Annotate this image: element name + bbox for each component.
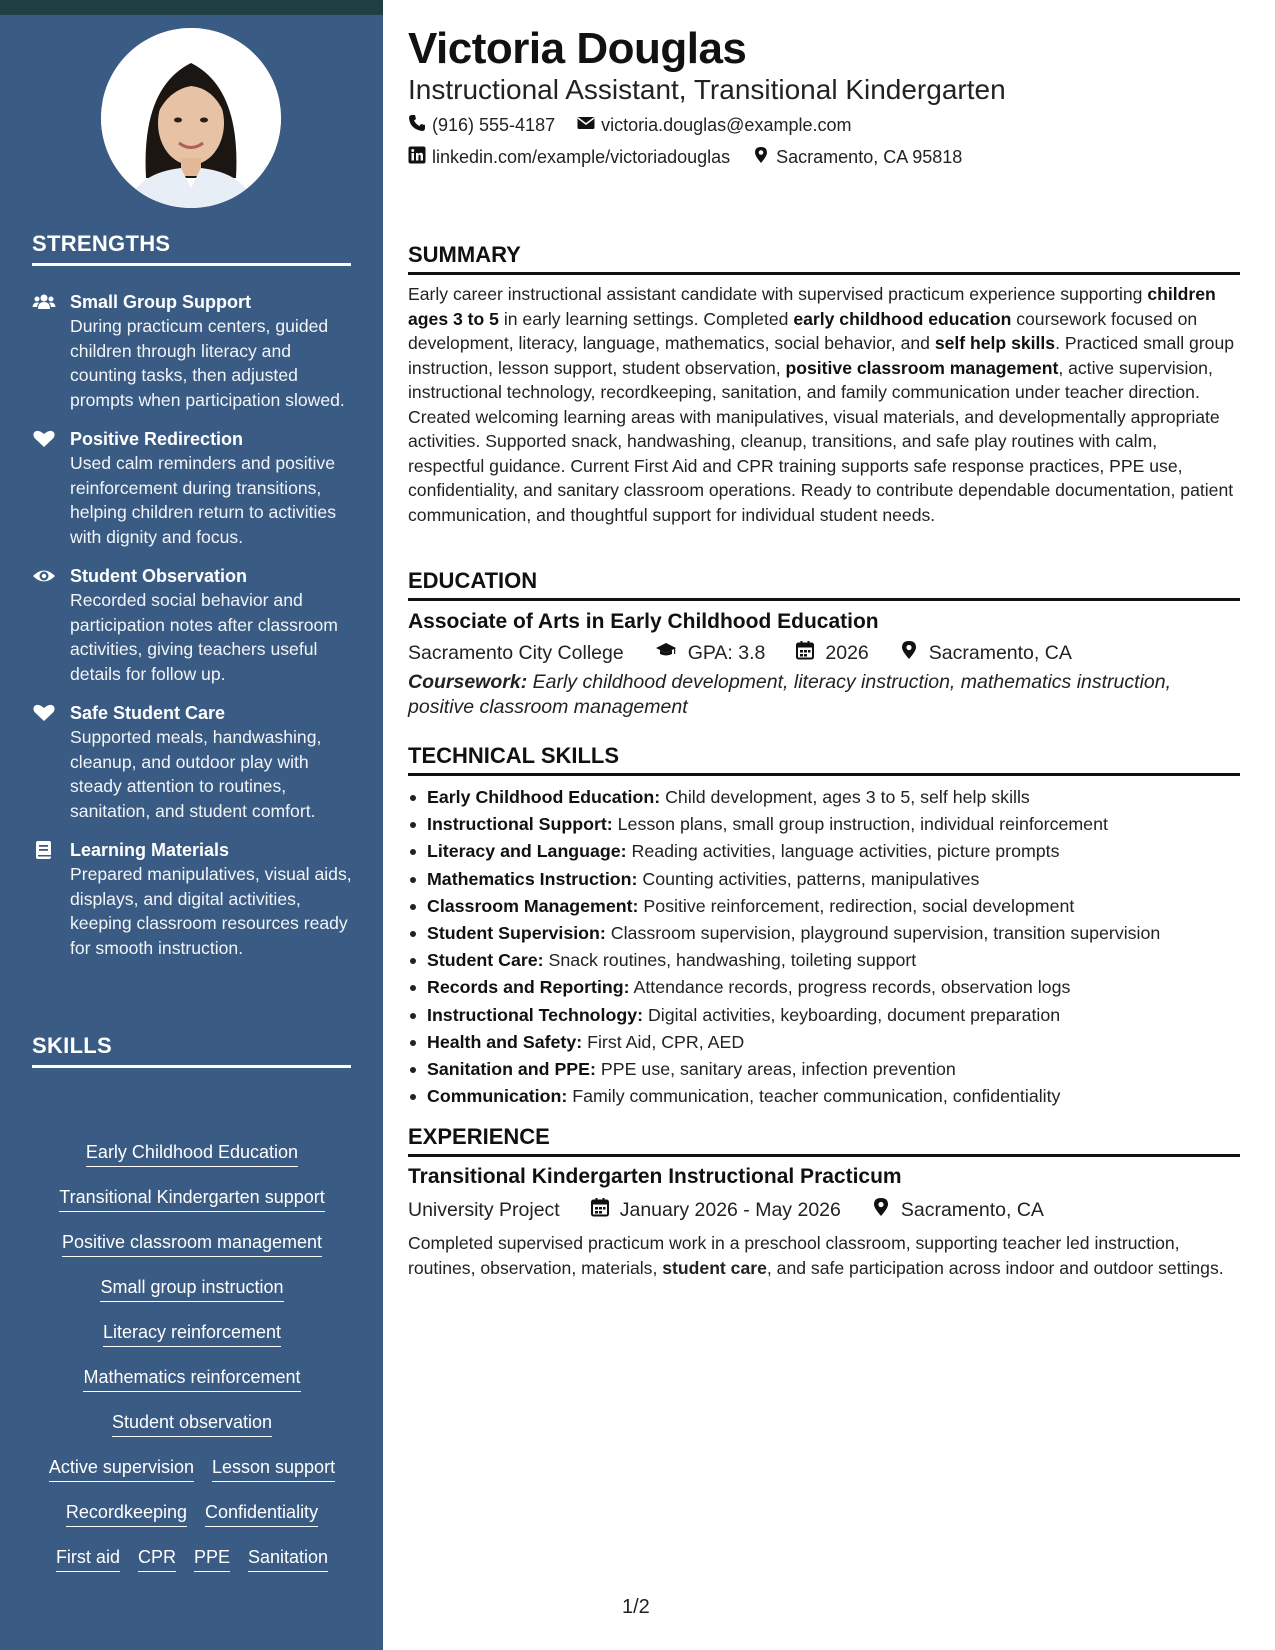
skills-row	[32, 1501, 352, 1546]
experience-description	[408, 1231, 1238, 1280]
skill-chip: CPR	[138, 1546, 176, 1572]
technical-skill-value: Positive reinforcement, redirection, social development	[643, 895, 1075, 916]
technical-skill-item	[408, 1002, 1238, 1029]
skill-chip: Mathematics reinforcement	[83, 1366, 300, 1392]
technical-skill-label: Instructional Support:	[427, 814, 613, 835]
experience-location: Sacramento, CA	[900, 1198, 1044, 1221]
technical-skill-label: Health and Safety:	[427, 1031, 583, 1052]
users-icon	[32, 292, 56, 312]
skills-row	[32, 1231, 352, 1276]
skills-row	[32, 1546, 352, 1591]
school-name: Sacramento City College	[408, 641, 624, 664]
technical-skill-value: Child development, ages 3 to 5, self help skills	[665, 787, 1030, 807]
technical-skill-label: Student Care:	[427, 950, 544, 971]
strength-desc: Prepared manipulatives, visual aids, displays, and digital activities, keeping classroom resources ready for smooth instruction.	[70, 864, 352, 958]
linkedin-link[interactable]: linkedin.com/example/victoriadouglas	[432, 147, 731, 167]
technical-skill-item	[408, 838, 1238, 865]
body-text: Early career instructional assistant candidate with supervised practicum experience supporting	[408, 284, 1148, 304]
strengths-list	[32, 290, 352, 975]
map-pin-icon	[752, 146, 770, 169]
email-link[interactable]: victoria.douglas@example.com	[601, 115, 852, 135]
strength-title: Positive Redirection	[70, 429, 244, 449]
skill-chip: PPE	[194, 1546, 230, 1572]
calendar-icon	[795, 640, 815, 666]
body-text: coursework focused on development, literacy, language, mathematics, social behavior, and	[408, 308, 1198, 353]
skill-chip: Confidentiality	[205, 1501, 318, 1527]
profile-photo	[101, 28, 281, 208]
skills-row	[32, 1366, 352, 1411]
skill-chip: Recordkeeping	[66, 1501, 187, 1527]
technical-skill-value: First Aid, CPR, AED	[587, 1031, 745, 1052]
emphasis-text: early childhood education	[793, 308, 1012, 329]
skill-chip: Early Childhood Education	[86, 1141, 298, 1167]
technical-skill-label: Literacy and Language:	[427, 841, 627, 862]
strengths-heading: STRENGTHS	[32, 231, 351, 266]
eye-icon	[32, 566, 56, 586]
strength-desc: Used calm reminders and positive reinforcement during transitions, helping children return to activities with dignity and focus.	[70, 453, 337, 547]
strength-item	[32, 290, 352, 412]
experience-heading: EXPERIENCE	[408, 1124, 1240, 1157]
strength-item	[32, 427, 352, 549]
graduation-cap-icon	[654, 640, 678, 666]
technical-skill-item	[408, 866, 1238, 893]
skill-chip: Lesson support	[212, 1456, 335, 1482]
summary-heading: SUMMARY	[408, 242, 1240, 275]
technical-skill-value: Family communication, teacher communication, confidentiality	[572, 1086, 1061, 1107]
skill-chip: Transitional Kindergarten support	[59, 1186, 324, 1212]
book-icon	[32, 840, 56, 860]
coursework-text: Early childhood development, literacy instruction, mathematics instruction, positive classroom management	[408, 671, 1172, 718]
technical-skill-item	[408, 811, 1238, 838]
skills-row	[32, 1411, 352, 1456]
education-heading: EDUCATION	[408, 568, 1240, 601]
envelope-icon	[577, 114, 595, 137]
emphasis-text: student care	[662, 1257, 767, 1278]
skill-chip: Small group instruction	[100, 1276, 283, 1302]
technical-skill-value: Attendance records, progress records, observation logs	[633, 977, 1071, 998]
technical-skill-label: Sanitation and PPE:	[427, 1058, 596, 1079]
technical-skill-value: Classroom supervision, playground supervision, transition supervision	[610, 922, 1161, 943]
strength-desc: Recorded social behavior and participation notes after classroom activities, giving teachers useful details for follow up.	[70, 590, 338, 684]
technical-skill-item	[408, 974, 1238, 1001]
candidate-name: Victoria Douglas	[408, 24, 747, 73]
body-text: , active supervision, instructional technology, recordkeeping, sanitation, and family communication under teacher direction. Created welcoming learning areas with manipulatives, visual materials, and developmentally appropriate activities. Supported snack, handwashing, cleanup, transitions, and safe play routines with calm, respectful guidance. Current First Aid and CPR training supports safe response practices, PPE use, confidentiality, and sanitary classroom operations. Ready to contribute dependable documentation, patient communication, and thoughtful support for individual student needs.	[408, 357, 1234, 525]
strength-title: Small Group Support	[70, 292, 252, 312]
candidate-title: Instructional Assistant, Transitional Kindergarten	[408, 74, 1006, 105]
summary-text	[408, 282, 1238, 527]
experience-org: University Project	[408, 1198, 560, 1221]
technical-skill-value: PPE use, sanitary areas, infection prevention	[600, 1058, 956, 1079]
heart-icon	[32, 703, 56, 723]
skill-chip: Sanitation	[248, 1546, 328, 1572]
heart-icon	[32, 429, 56, 449]
strength-title: Student Observation	[70, 566, 248, 586]
strength-title: Safe Student Care	[70, 703, 226, 723]
skills-heading: SKILLS	[32, 1033, 351, 1068]
page-number: 1/2	[622, 1596, 650, 1618]
technical-skill-label: Early Childhood Education:	[427, 787, 661, 807]
map-pin-icon	[871, 1197, 891, 1223]
skills-row	[32, 1276, 352, 1321]
skill-chip: Active supervision	[49, 1456, 194, 1482]
strength-item	[32, 564, 352, 686]
technical-skill-value: Snack routines, handwashing, toileting support	[548, 950, 917, 971]
strength-item	[32, 838, 352, 960]
technical-skill-value: Lesson plans, small group instruction, individual reinforcement	[617, 814, 1108, 835]
technical-skill-value: Counting activities, patterns, manipulatives	[642, 868, 980, 889]
technical-skill-item	[408, 1083, 1238, 1110]
calendar-icon	[590, 1197, 610, 1223]
technical-skill-value: Digital activities, keyboarding, document preparation	[647, 1004, 1061, 1025]
technical-skill-item	[408, 893, 1238, 920]
emphasis-text: self help skills	[934, 333, 1056, 353]
technical-skill-label: Mathematics Instruction:	[427, 868, 638, 889]
skills-row	[32, 1186, 352, 1231]
sidebar-top-band	[0, 0, 383, 15]
body-text: , and safe participation across indoor and outdoor settings.	[766, 1257, 1224, 1278]
body-text: in early learning settings. Completed	[498, 308, 794, 329]
skills-row	[32, 1141, 352, 1186]
experience-meta	[408, 1197, 1044, 1223]
skills-row	[32, 1456, 352, 1501]
education-location: Sacramento, CA	[928, 641, 1072, 664]
technical-skill-label: Instructional Technology:	[427, 1004, 644, 1025]
technical-skill-label: Communication:	[427, 1086, 568, 1107]
experience-title: Transitional Kindergarten Instructional Practicum	[408, 1165, 902, 1188]
body-text: Completed supervised practicum work in a preschool classroom, supporting teacher led instruction, routines, observation, materials,	[408, 1233, 1180, 1278]
skill-chip: Student observation	[112, 1411, 272, 1437]
skills-list	[32, 1141, 352, 1591]
experience-dates: January 2026 - May 2026	[619, 1198, 841, 1221]
coursework-label: Coursework:	[408, 671, 528, 693]
technical-skill-item	[408, 947, 1238, 974]
education-meta	[408, 640, 1072, 666]
technical-skill-label: Student Supervision:	[427, 922, 606, 943]
technical-skill-label: Classroom Management:	[427, 895, 639, 916]
contact-row-1	[408, 114, 851, 137]
body-text: . Practiced small group instruction, lesson support, student observation,	[408, 333, 1235, 378]
emphasis-text: positive classroom management	[785, 357, 1059, 378]
technical-skill-item	[408, 784, 1238, 811]
strength-item	[32, 701, 352, 823]
linkedin-icon	[408, 146, 426, 169]
phone-icon	[408, 114, 426, 137]
contact-row-2	[408, 146, 962, 169]
sidebar	[0, 15, 383, 1650]
graduation-year: 2026	[825, 641, 869, 664]
technical-skills-list	[408, 784, 1238, 1110]
technical-skill-item	[408, 1056, 1238, 1083]
skill-chip: Literacy reinforcement	[103, 1321, 281, 1347]
strength-desc: During practicum centers, guided children through literacy and counting tasks, then adjusted prompts when participation slowed.	[70, 316, 345, 410]
skills-row	[32, 1321, 352, 1366]
location-text: Sacramento, CA 95818	[776, 147, 963, 167]
emphasis-text: children ages 3 to 5	[408, 284, 1216, 329]
skill-chip: Positive classroom management	[62, 1231, 322, 1257]
degree-title: Associate of Arts in Early Childhood Education	[408, 610, 879, 633]
technical-skill-value: Reading activities, language activities, picture prompts	[631, 841, 1060, 862]
technical-skills-heading: TECHNICAL SKILLS	[408, 743, 1240, 776]
map-pin-icon	[899, 640, 919, 666]
phone-text[interactable]: (916) 555-4187	[432, 115, 556, 135]
strength-desc: Supported meals, handwashing, cleanup, and outdoor play with steady attention to routines, sanitation, and student comfort.	[70, 727, 322, 821]
technical-skill-item	[408, 1029, 1238, 1056]
coursework	[408, 670, 1238, 719]
technical-skill-label: Records and Reporting:	[427, 977, 630, 998]
skill-chip: First aid	[56, 1546, 120, 1572]
strength-title: Learning Materials	[70, 840, 230, 860]
technical-skill-item	[408, 920, 1238, 947]
gpa-text: GPA: 3.8	[687, 641, 766, 664]
